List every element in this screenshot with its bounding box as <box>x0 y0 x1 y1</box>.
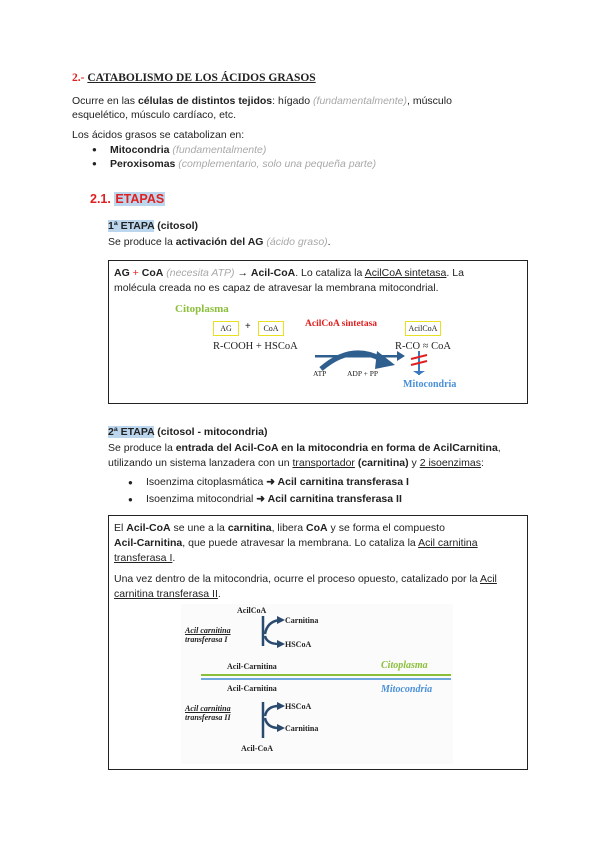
text: Isoenzima mitocondrial <box>146 493 257 505</box>
text: . Lo cataliza la <box>295 267 365 279</box>
arrow-icon: → <box>237 267 248 279</box>
enzyme1-label <box>185 626 231 644</box>
etapa2-box-line-5 <box>114 587 221 602</box>
section-number: 2.1. <box>90 192 111 206</box>
adp-label: ADP + PP <box>347 369 379 378</box>
heading-title: CATABOLISMO DE LOS ÁCIDOS GRASOS <box>87 72 316 84</box>
etapa2-box-line-3 <box>114 551 175 566</box>
etapa2-desc-1 <box>108 441 501 456</box>
etapa1-box-line-2: molécula creada no es capaz de atravesar la membrana mitocondrial. <box>114 282 439 294</box>
text-underline: carnitina transferasa II <box>114 588 218 600</box>
text-underline: transportador <box>292 457 355 469</box>
etapa1-title <box>108 219 198 234</box>
carnitina-bottom-label: Carnitina <box>285 724 319 733</box>
ag-box: AG <box>213 321 239 336</box>
text-bold: células de distintos tejidos <box>137 95 273 107</box>
list-item <box>90 143 376 157</box>
etapa1-box-line-1 <box>114 266 464 281</box>
text: Se produce la <box>108 236 176 248</box>
text: , que puede atravesar la membrana. Lo cataliza la <box>182 537 419 549</box>
text: Se produce la <box>108 442 176 454</box>
text: , músculo <box>407 95 452 107</box>
text-underline: 2 isoenzimas <box>419 457 481 469</box>
text: , <box>497 442 501 454</box>
text-bold: CoA <box>141 267 164 279</box>
intro-paragraph-1 <box>72 94 452 109</box>
text-grey: (necesita ATP) <box>166 267 235 279</box>
text-bold: AG <box>114 267 130 279</box>
membrane-line-blue <box>201 678 451 680</box>
shuttle-figure <box>181 604 453 764</box>
coa-box: CoA <box>258 321 284 336</box>
text: . <box>172 552 176 564</box>
text: utilizando un sistema lanzadera con un <box>108 457 293 469</box>
etapa2-desc-2 <box>108 456 484 471</box>
atp-label: ATP <box>313 369 327 378</box>
text-underline: Acil carnitina <box>418 537 478 549</box>
text: transferasa I <box>185 635 228 644</box>
list-item <box>90 157 376 171</box>
isoenzyme-list <box>126 474 409 508</box>
enzyme2-label <box>185 704 231 722</box>
etapa2-box <box>108 515 528 770</box>
activation-figure <box>169 301 469 399</box>
membrane-line-green <box>201 674 451 676</box>
text-bold: Acil-CoA <box>250 267 296 279</box>
etapa2-label: 2ª ETAPA <box>108 426 155 438</box>
mitocondria-label: Mitocondria <box>403 379 457 390</box>
etapa2-suffix: (citosol - mitocondria) <box>157 426 268 438</box>
text-bold: Peroxisomas <box>110 158 176 170</box>
acilcoa-top-label: AcilCoA <box>237 606 267 615</box>
text-underline: transferasa I <box>114 552 173 564</box>
heading-number: 2.- <box>72 72 85 84</box>
text-grey: (complementario, solo una pequeña parte) <box>178 158 377 170</box>
arrow-icon: ➜ <box>256 493 266 505</box>
hscoa-top-label: HSCoA <box>285 640 312 649</box>
hscoa-bottom-label: HSCoA <box>285 702 312 711</box>
etapa2-box-line-1 <box>114 521 445 536</box>
intro-paragraph-2: Los ácidos grasos se catabolizan en: <box>72 129 245 141</box>
acilcarnitina-2-label: Acil-Carnitina <box>227 684 277 693</box>
text-bold: activación del AG <box>175 236 264 248</box>
citoplasma-label: Citoplasma <box>381 660 428 671</box>
text-bold: Acil-CoA <box>126 522 171 534</box>
text: . La <box>446 267 464 279</box>
etapa2-box-line-4 <box>114 572 497 587</box>
text-bold: Acil-Carnitina <box>114 537 183 549</box>
enzyme-label: AcilCoA sintetasa <box>305 319 378 329</box>
etapa1-label: 1ª ETAPA <box>108 220 155 232</box>
text-grey: (fundamentalmente) <box>172 144 267 156</box>
text-bold: carnitina <box>227 522 272 534</box>
acilcoa-box: AcilCoA <box>405 321 441 336</box>
list-item <box>126 474 409 491</box>
text: El <box>114 522 127 534</box>
text: y se forma el compuesto <box>327 522 445 534</box>
text: . <box>217 588 221 600</box>
etapa1-desc <box>108 235 331 250</box>
acilcarnitina-1-label: Acil-Carnitina <box>227 662 277 671</box>
etapa2-title <box>108 425 267 440</box>
mitocondria-label: Mitocondria <box>381 684 433 695</box>
text-bold: entrada del Acil-CoA en la mitocondria en forma de AcilCarnitina <box>175 442 498 454</box>
text: y <box>408 457 420 469</box>
section-title: ETAPAS <box>115 192 165 206</box>
main-heading <box>72 71 316 86</box>
text: Acil carnitina <box>185 626 231 635</box>
text-grey: (ácido graso) <box>266 236 328 248</box>
text: Ocurre en las <box>72 95 138 107</box>
text: Isoenzima citoplasmática <box>146 476 267 488</box>
text: + <box>132 267 139 279</box>
text: Acil carnitina <box>185 704 231 713</box>
membrane-block-icon <box>409 351 429 375</box>
etapa1-box <box>108 260 528 404</box>
products-label: R-CO ≈ CoA <box>395 341 451 352</box>
arrow-icon: ➜ <box>266 476 276 488</box>
text: : <box>480 457 484 469</box>
intro-paragraph-1-line-2: esquelético, músculo cardíaco, etc. <box>72 109 237 121</box>
text: , libera <box>271 522 307 534</box>
text: : hígado <box>272 95 314 107</box>
text-bold: Acil carnitina transferasa I <box>275 476 409 488</box>
reactants-label: R-COOH + HSCoA <box>213 341 298 352</box>
text: se une a la <box>170 522 228 534</box>
list-item <box>126 491 409 508</box>
text-underline: AcilCoA sintetasa <box>364 267 447 279</box>
text-bold: (carnitina) <box>354 457 409 469</box>
text: transferasa II <box>185 713 231 722</box>
carnitina-top-label: Carnitina <box>285 616 319 625</box>
text: Una vez dentro de la mitocondria, ocurre el proceso opuesto, catalizado por la <box>114 573 480 585</box>
acilcoa-bottom-label: Acil-CoA <box>241 744 273 753</box>
etapa2-box-line-2 <box>114 536 478 551</box>
citoplasma-label: Citoplasma <box>175 303 229 315</box>
section-heading <box>90 192 165 207</box>
text-bold: Acil carnitina transferasa II <box>265 493 402 505</box>
location-list <box>90 143 376 171</box>
text-grey: (fundamentalmente) <box>313 95 407 107</box>
text: . <box>327 236 331 248</box>
text-bold: CoA <box>306 522 328 534</box>
text-bold: Mitocondria <box>110 144 170 156</box>
text-underline: Acil <box>479 573 497 585</box>
plus-sign: + <box>245 321 251 332</box>
etapa1-suffix: (citosol) <box>157 220 199 232</box>
